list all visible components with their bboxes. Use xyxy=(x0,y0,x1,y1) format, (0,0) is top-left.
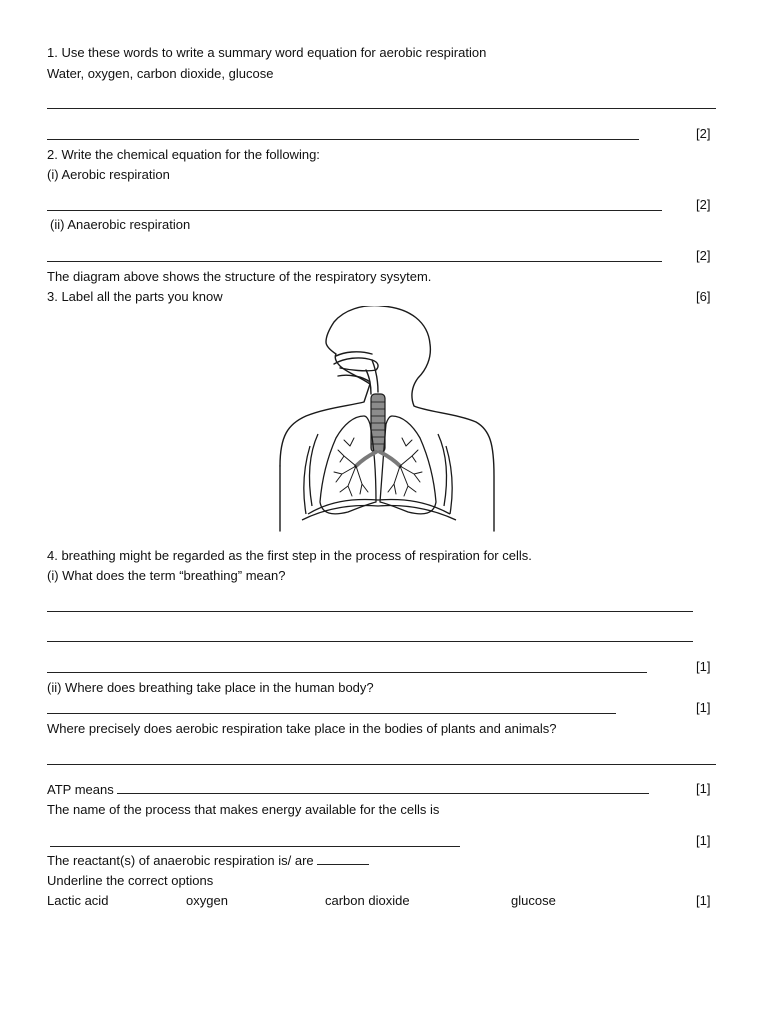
q3-marks: [6] xyxy=(696,289,711,304)
reactants-prompt: The reactant(s) of anaerobic respiration is/ are xyxy=(47,853,314,868)
option-glucose[interactable]: glucose xyxy=(511,893,556,908)
left-bronchus xyxy=(356,452,376,466)
q2-prompt: 2. Write the chemical equation for the following: xyxy=(47,147,320,162)
q1-answer-line-1[interactable] xyxy=(47,108,716,109)
q4-part-i-answer-line-3[interactable] xyxy=(47,672,647,673)
q1-word-list: Water, oxygen, carbon dioxide, glucose xyxy=(47,66,274,81)
option-carbon-dioxide[interactable]: carbon dioxide xyxy=(325,893,410,908)
q4-part-i-marks: [1] xyxy=(696,659,711,674)
reactants-question xyxy=(47,852,369,869)
option-oxygen[interactable]: oxygen xyxy=(186,893,228,908)
atp-label: ATP means xyxy=(47,782,114,797)
q2-part-ii-marks: [2] xyxy=(696,248,711,263)
q2-part-ii-answer-line[interactable] xyxy=(47,261,662,262)
q1-prompt: 1. Use these words to write a summary word equation for aerobic respiration xyxy=(47,45,487,60)
q4-part-ii-marks: [1] xyxy=(696,700,711,715)
option-lactic-acid[interactable]: Lactic acid xyxy=(47,893,109,908)
atp-answer-blank[interactable] xyxy=(117,781,649,794)
aerobic-location-answer-line[interactable] xyxy=(47,764,716,765)
q2-part-i-answer-line[interactable] xyxy=(47,210,662,211)
underline-prompt: Underline the correct options xyxy=(47,873,214,888)
q3-prompt: 3. Label all the parts you know xyxy=(47,289,223,304)
body-outline xyxy=(280,306,494,531)
q4-part-i-answer-line-2[interactable] xyxy=(47,641,693,642)
respiratory-system-diagram xyxy=(278,306,498,534)
q4-part-i-answer-line-1[interactable] xyxy=(47,611,693,612)
q4-intro: 4. breathing might be regarded as the first step in the process of respiration for cells. xyxy=(47,548,532,563)
process-answer-line[interactable] xyxy=(50,846,460,847)
process-marks: [1] xyxy=(696,833,711,848)
options-marks: [1] xyxy=(696,893,711,908)
q2-part-i-marks: [2] xyxy=(696,197,711,212)
q4-part-i: (i) What does the term “breathing” mean? xyxy=(47,568,286,583)
process-prompt: The name of the process that makes energy available for the cells is xyxy=(47,802,440,817)
q2-part-i: (i) Aerobic respiration xyxy=(47,167,170,182)
q3-diagram-caption: The diagram above shows the structure of the respiratory sysytem. xyxy=(47,269,432,284)
q1-answer-line-2[interactable] xyxy=(47,139,639,140)
q4-part-ii-answer-line[interactable] xyxy=(47,713,616,714)
atp-marks: [1] xyxy=(696,781,711,796)
reactants-answer-blank[interactable] xyxy=(317,852,369,865)
atp-question xyxy=(47,781,649,798)
q1-marks: [2] xyxy=(696,126,711,141)
q2-part-ii: (ii) Anaerobic respiration xyxy=(50,217,191,232)
q4-part-ii: (ii) Where does breathing take place in the human body? xyxy=(47,680,374,695)
aerobic-location-prompt: Where precisely does aerobic respiration take place in the bodies of plants and animals? xyxy=(47,721,557,736)
